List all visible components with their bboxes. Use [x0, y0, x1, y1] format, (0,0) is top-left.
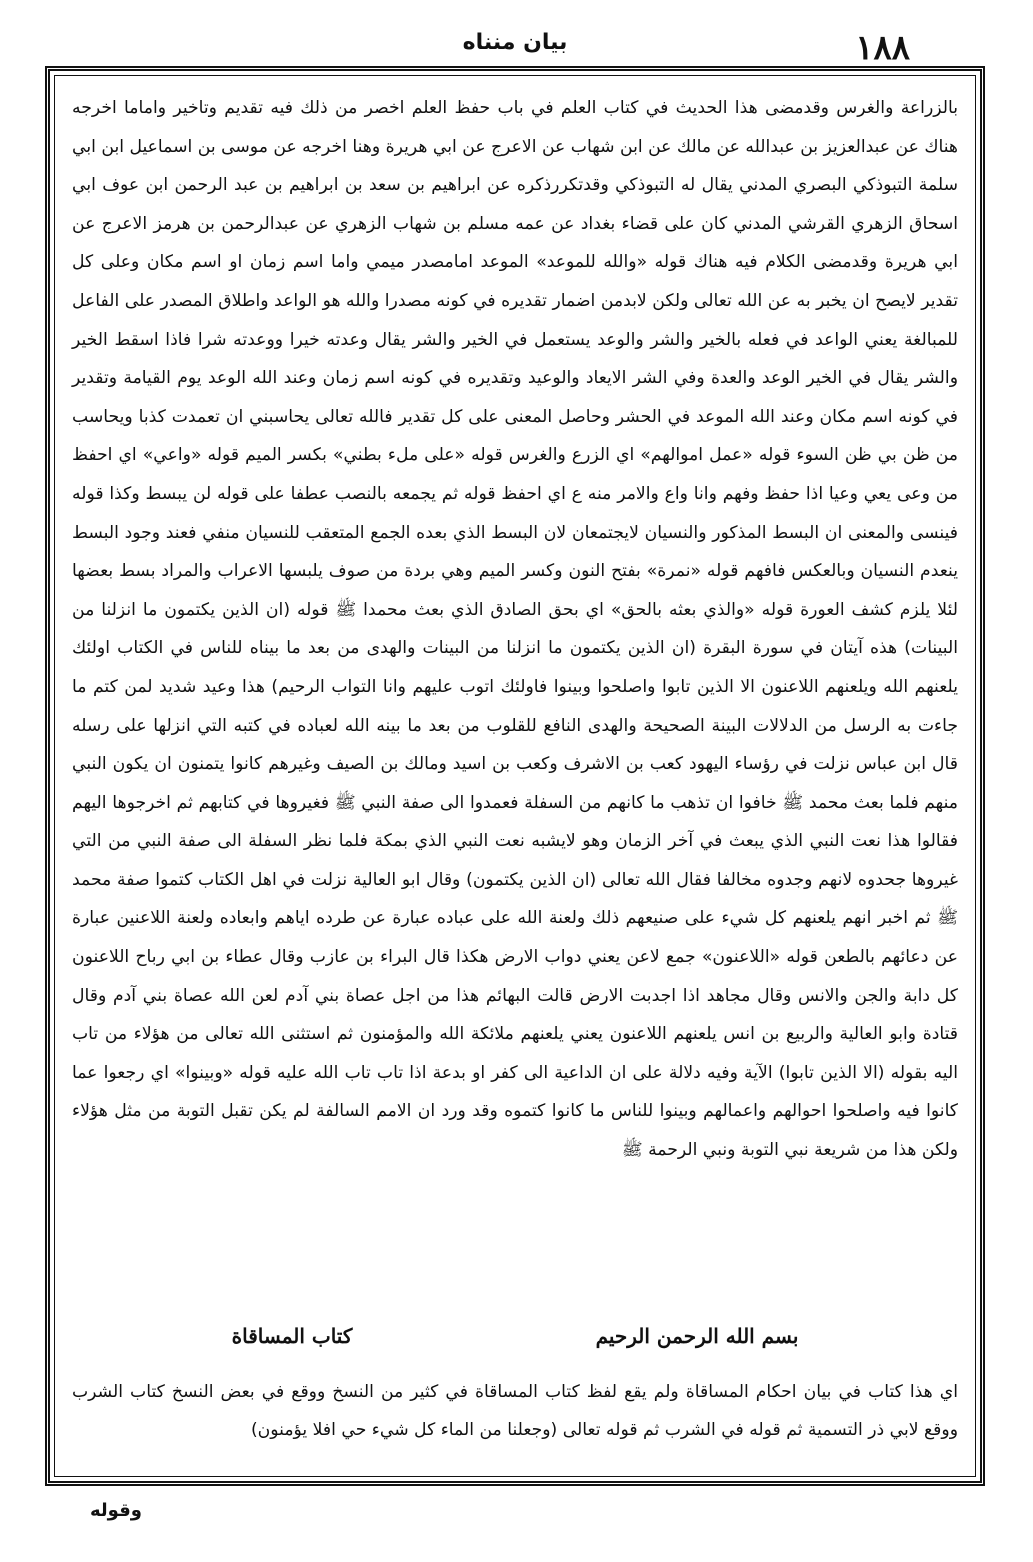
section-intro-text: [72, 1373, 958, 1449]
section-headings: [110, 1311, 920, 1361]
page-frame: [45, 66, 985, 1486]
page-header: [40, 28, 990, 68]
section-intro-paragraph: اي هذا كتاب في بيان احكام المساقاة ولم يقع لفظ كتاب المساقاة في كثير من النسخ ووقع في بعض النسخ كتاب الشرب ووقع لابي ذر التسمية ثم قوله في الشرب ثم قوله تعالى (وجعلنا من الماء كل شيء حي افلا يؤمنون): [72, 1382, 958, 1440]
page-number: ١٨٨: [855, 28, 910, 68]
catchword: وقوله: [90, 1500, 142, 1521]
commentary-paragraph: بالزراعة والغرس وقدمضى هذا الحديث في كتاب العلم في باب حفظ العلم اخصر من ذلك فيه تقديم وتاخير واماما اخرجه هناك عن عبدالعزيز بن عبدالله عن مالك عن ابن شهاب عن الاعرج عن ابي هريرة وهنا اخرجه عن موسى بن اسماعيل ابن ابي سلمة التبوذكي البصري المدني يقال له التبوذكي وقدتكررذكره عن ابراهيم بن سعد بن ابراهيم بن عبد الرحمن ابن عوف ابي اسحاق الزهري القرشي المدني كان على قضاء بغداد عن عمه مسلم بن شهاب الزهري عن عبدالرحمن بن هرمز الاعرج عن ابي هريرة وقدمضى الكلام فيه هناك قوله «والله للموعد» الموعد امامصدر ميمي واما اسم زمان او اسم مكان وعلى كل تقدير لايصح ان يخبر به عن الله تعالى ولكن لابدمن اضمار تقديره في كونه مصدرا والله هو الواعد واطلاق المصدر على الفاعل للمبالغة يعني الواعد في فعله بالخير والشر والوعد يستعمل في الخير والشر يقال وعدته خيرا ووعدته شرا فاذا اسقط الخير والشر يقال في الخير الوعد والعدة وفي الشر الايعاد والوعيد وتقديره في كونه اسم زمان وعند الله الوعد يوم القيامة وتقدير في كونه اسم مكان وعند الله الموعد في الحشر وحاصل المعنى على كل تقدير فالله تعالى يحاسبني ان تعمدت كذبا ويحاسب من ظن بي ظن السوء قوله «عمل اموالهم» اي الزرع والغرس قوله «على ملء بطني» بكسر الميم قوله «واعي» اي احفظ من وعى يعي وعيا اذا حفظ وفهم وانا واع والامر منه ع اي احفظ قوله ثم يجمعه بالنصب عطفا على قوله لن يبسط وكذا قوله فينسى والمعنى ان البسط المذكور والنسيان لايجتمعان لان البسط الذي بعده الجمع المتعقب للنسيان منفي فعند وجود البسط ينعدم النسيان وبالعكس فافهم قوله «نمرة» بفتح النون وكسر الميم وهي بردة من صوف يلبسها الاعراب والمراد بسط بعضها لئلا يلزم كشف العورة قوله «والذي بعثه بالحق» اي بحق الصادق الذي بعث محمدا ﷺ قوله (ان الذين يكتمون ما انزلنا من البينات) هذه آيتان في سورة البقرة (ان الذين يكتمون ما انزلنا من البينات والهدى من بعد ما بيناه للناس في الكتاب اولئك يلعنهم الله ويلعنهم اللاعنون الا الذين تابوا واصلحوا وبينوا فاولئك اتوب عليهم وانا التواب الرحيم) هذا وعيد شديد لمن كتم ما جاءت به الرسل من الدلالات البينة الصحيحة والهدى النافع للقلوب من بعد ما بينه الله لعباده في كتبه التي انزلها على رسله قال ابن عباس نزلت في رؤساء اليهود كعب بن الاشرف وكعب بن اسيد ومالك بن الصيف وغيرهم كانوا يتمنون ان يكون النبي منهم فلما بعث محمد ﷺ خافوا ان تذهب ما كانهم من السفلة فعمدوا الى صفة النبي ﷺ فغيروها في كتابهم ثم اخرجوها اليهم فقالوا هذا نعت النبي الذي يبعث في آخر الزمان وهو لايشبه نعت النبي الذي بمكة فلما نظر السفلة الى صفة النبي من التي غيروها جحدوه لانهم وجدوه مخالفا فقال الله تعالى (ان الذين يكتمون) وقال ابو العالية نزلت في اهل الكتاب كتموا صفة محمد ﷺ ثم اخبر انهم يلعنهم كل شيء على صنيعهم ذلك ولعنة الله على عباده عبارة عن طرده اياهم وابعاده ولعنة اللاعنين عبارة عن دعائهم بالطعن قوله «اللاعنون» جمع لاعن يعني دواب الارض هكذا قال البراء بن عازب وقال عطاء بن ابي رباح اللاعنون كل دابة والجن والانس وقال مجاهد اذا اجدبت الارض قالت البهائم هذا من اجل عصاة بني آدم لعن الله عصاة بني آدم وقال قتادة وابو العالية والربيع بن انس يلعنهم اللاعنون يعني يلعنهم ملائكة الله والمؤمنون ثم استثنى الله تعالى من هؤلاء من تاب اليه بقوله (الا الذين تابوا) الآية وفيه دلالة على ان الداعية الى كفر او بدعة اذا تاب تاب الله عليه قوله «وبينوا» اي رجعوا عما كانوا فيه واصلحوا احوالهم واعمالهم وبينوا للناس ما كانوا كتموه وقد ورد ان الامم السالفة لم يكن تقبل التوبة من مثل هؤلاء ولكن هذا من شريعة نبي التوبة ونبي الرحمة ﷺ: [72, 98, 958, 1161]
running-title: بيان منناه: [462, 30, 568, 55]
commentary-text: [72, 89, 958, 1170]
book-title-heading: كتاب المساقاة: [231, 1324, 353, 1348]
basmala-heading: بسم الله الرحمن الرحيم: [595, 1324, 799, 1348]
